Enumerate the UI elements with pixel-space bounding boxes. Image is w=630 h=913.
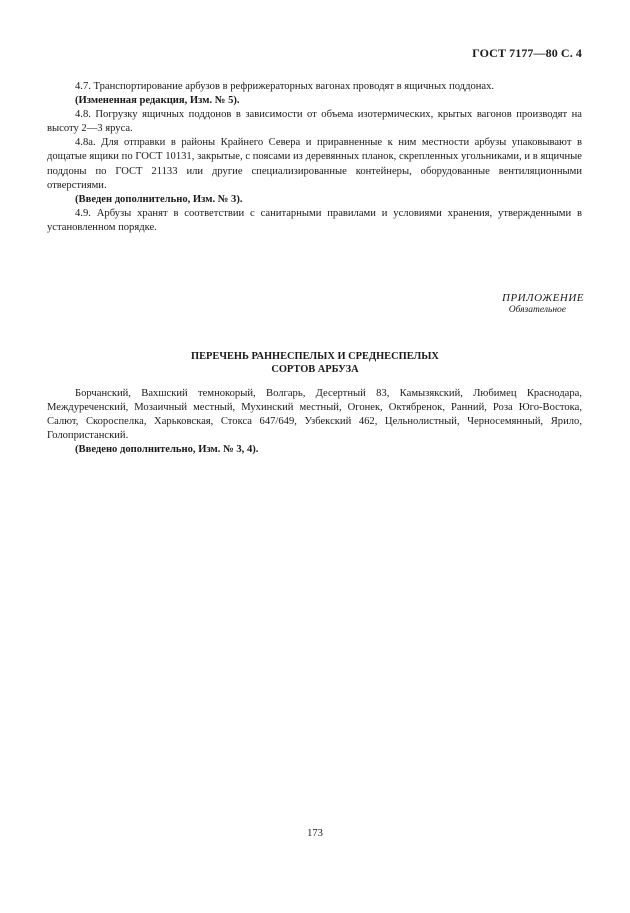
varieties-title-line-2: СОРТОВ АРБУЗА: [271, 363, 359, 375]
varieties-section: [47, 387, 582, 457]
appendix-title: ПРИЛОЖЕНИЕ: [502, 292, 584, 304]
paragraph-4-7: 4.7. Транспортирование арбузов в рефрижераторных вагонах проводят в ящичных поддонах.: [75, 81, 495, 92]
transport-section: [47, 80, 582, 235]
page-number: 173: [307, 828, 323, 839]
varieties-title-line-1: ПЕРЕЧЕНЬ РАННЕСПЕЛЫХ И СРЕДНЕСПЕЛЫХ: [191, 351, 439, 362]
paragraph-4-8: 4.8. Погрузку ящичных поддонов в зависимости от объема изотермических, крытых вагонов производят на высоту 2—3 яруса.: [47, 109, 582, 135]
varieties-amendment-note: (Введено дополнительно, Изм. № 3, 4).: [75, 444, 259, 456]
paragraph-4-9: 4.9. Арбузы хранят в соответствии с санитарными правилами и условиями хранения, утвержденными в установленном порядке.: [47, 207, 582, 233]
appendix-subtitle: Обязательное: [508, 305, 566, 315]
appendix-heading: [502, 292, 584, 315]
document-header: ГОСТ 7177—80 С. 4: [472, 46, 582, 60]
paragraph-4-8a: 4.8а. Для отправки в районы Крайнего Севера и приравненные к ним местности арбузы упаковывают в дощатые ящики по ГОСТ 10131, закрытые, с поясами из деревянных планок, скрепленных угольниками, и в ящичные поддоны по ГОСТ 21133 или другие специализированные контейнеры, оборудованные вентиляционными отверстиями.: [47, 137, 582, 191]
amendment-note-4-7: (Измененная редакция, Изм. № 5).: [75, 95, 240, 107]
varieties-title: [0, 351, 630, 376]
varieties-list: Борчанский, Вахшский темнокорый, Волгарь, Десертный 83, Камызякский, Любимец Краснодара, Междуреченский, Мозаичный местный, Мухинский местный, Огонек, Октябренок, Ранний, Роза Юго-Востока, Салют, Скороспелка, Харьковская, Стокса 647/649, Узбекский 462, Цельнолистный, Черносемянный, Ярило, Голопристанский.: [47, 388, 582, 442]
amendment-note-4-8a: (Введен дополнительно, Изм. № 3).: [75, 193, 243, 205]
